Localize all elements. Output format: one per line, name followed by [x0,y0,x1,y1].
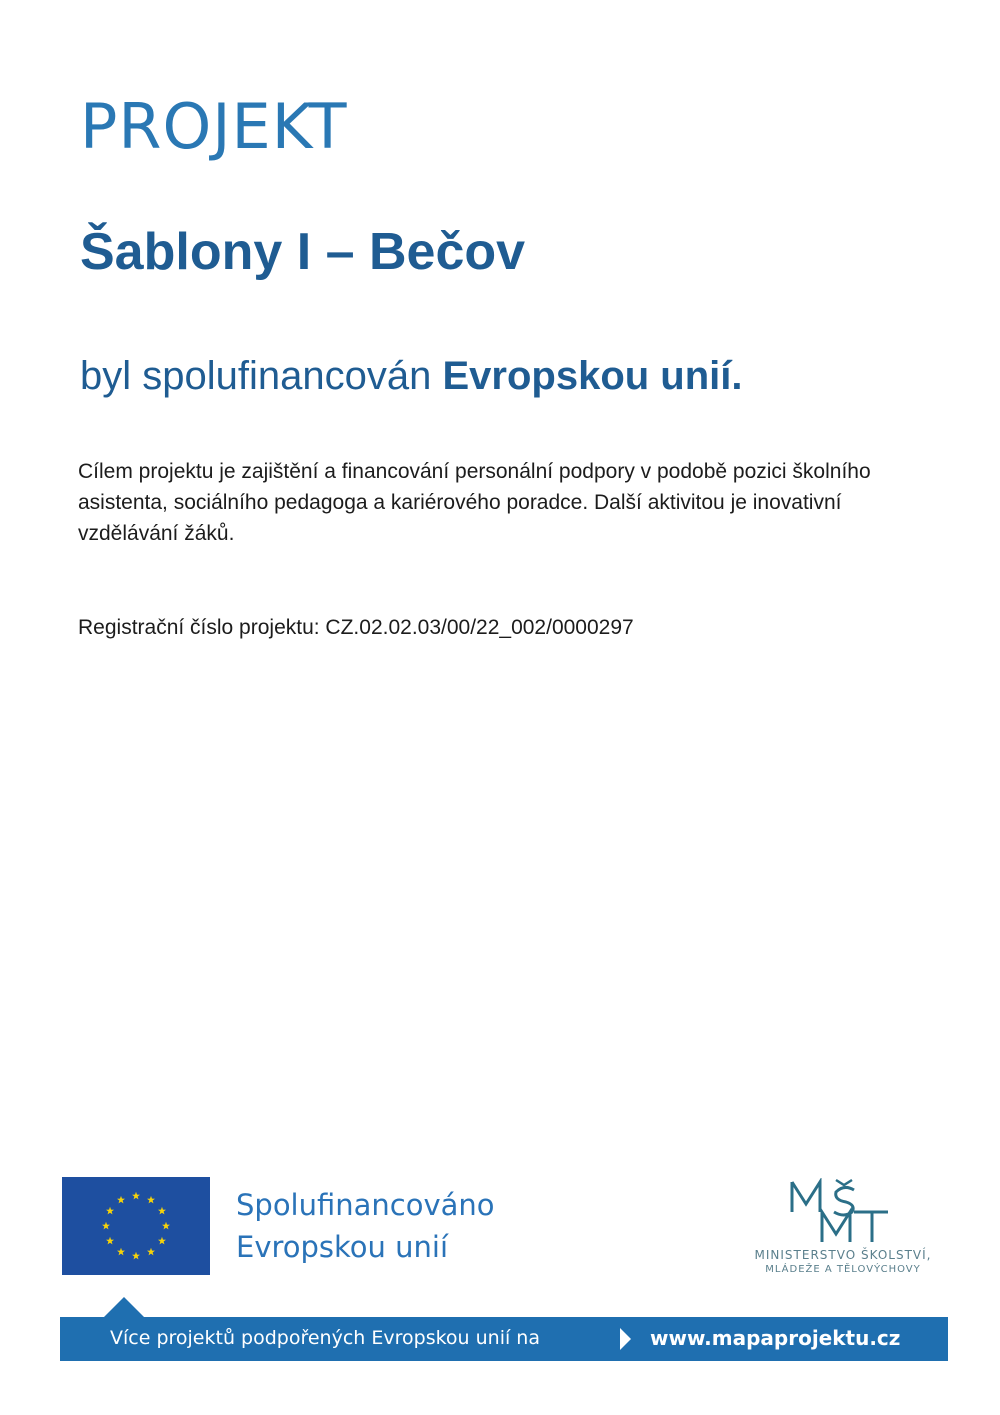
eu-star-icon [158,1207,166,1215]
banner-notch [104,1297,144,1317]
eu-cofinanced-text [236,1184,495,1268]
cofinanced-prefix: byl spolufinancován [80,354,443,398]
eu-star-icon [162,1222,170,1230]
mapaprojektu-link[interactable]: www.mapaprojektu.cz [650,1326,901,1350]
eu-stars [62,1177,210,1275]
eu-star-icon [132,1192,140,1200]
eu-line2: Evropskou unií [236,1230,449,1264]
msmt-logo [728,1178,958,1282]
msmt-name-line2: MLÁDEŽE A TĚLOVÝCHOVY [765,1264,921,1275]
eu-star-icon [147,1196,155,1204]
eu-star-icon [106,1237,114,1245]
project-label: PROJEKT [80,90,348,163]
eu-star-icon [158,1237,166,1245]
eu-star-icon [147,1248,155,1256]
eu-star-icon [117,1196,125,1204]
registration-number: Registrační číslo projektu: CZ.02.02.03/00/22_002/0000297 [78,616,634,639]
eu-line1: Spolufinancováno [236,1188,495,1222]
eu-star-icon [132,1252,140,1260]
project-name: Šablony I – Bečov [80,223,526,281]
cofinanced-eu: Evropskou unií. [442,354,743,398]
msmt-logo-icon [788,1178,896,1246]
eu-star-icon [117,1248,125,1256]
project-description: Cílem projektu je zajištění a financování personální podpory v podobě pozici školního asistenta, sociálního pedagoga a kariérového poradce. Další aktivitou je inovativní vzdělávání žáků. [78,460,871,545]
banner-text: Více projektů podpořených Evropskou unií na [110,1327,540,1349]
eu-flag-icon [62,1177,210,1275]
arrow-right-icon [620,1328,631,1350]
cofinanced-statement [80,356,743,396]
footer-banner [60,1317,948,1361]
eu-star-icon [106,1207,114,1215]
msmt-name-line1: MINISTERSTVO ŠKOLSTVÍ, [754,1248,932,1262]
eu-star-icon [102,1222,110,1230]
